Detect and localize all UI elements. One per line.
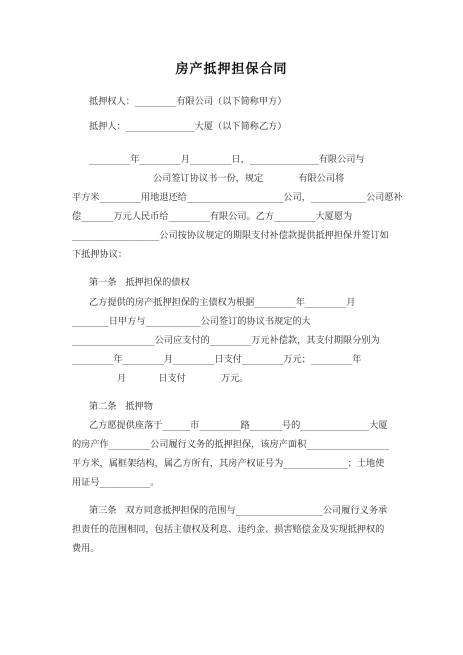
article3-line: 第三条 双方同意抵押担保的范围与___________________公司履行义务承 bbox=[89, 505, 388, 516]
preamble-line: _________年_________月_________日，_______________有限公司与 bbox=[89, 154, 365, 165]
article1-heading: 第一条 抵押担保的债权 bbox=[89, 277, 190, 288]
mortgagor-line: 抵押人：_______________大厦（以下简称乙方） bbox=[89, 121, 287, 132]
preamble-line: ___________________公司按协议规定的期限支付补偿款提供抵押担保并签订如 bbox=[72, 230, 389, 241]
article1-line: ________日甲方与____________公司签订的协议书规定的大 bbox=[72, 316, 311, 327]
article1-line: __________________公司应支付的_________万元补偿款，其支付期限分别为 bbox=[72, 335, 380, 346]
preamble-line: 下抵押协议： bbox=[72, 249, 128, 260]
article2-line: 平方米，属框架结构，属乙方所有，其房产权证号为______________；土地使 bbox=[72, 458, 385, 469]
article1-line: 乙方提供的房产抵押担保的主债权为根据_________年_________月 bbox=[89, 297, 356, 308]
article2-line: 乙方愿提供座落于______市_________路_______号的_______________大厦 bbox=[89, 420, 388, 431]
preamble-line: 偿_______万元人民币给_________有限公司。乙方_________大厦愿为 bbox=[72, 211, 353, 222]
article3-line: 费用。 bbox=[72, 543, 100, 554]
article1-line: 月 日支付 万元。 bbox=[117, 373, 249, 384]
article2-line: 的房产作_________公司履行义务的抵押担保，该房产面积__________________ bbox=[72, 439, 389, 450]
article2-line: 用证号___________。 bbox=[72, 477, 160, 488]
preamble-line: 平方米_________用地退还给_____________________公司，____________公司愿补 bbox=[72, 192, 403, 203]
document-title: 房产抵押担保合同 bbox=[175, 62, 288, 77]
preamble-line: 公司签订协议书一份，规定 有限公司将 bbox=[153, 173, 345, 184]
article1-line: _________年_________月_________日支付_________万元；_________年 bbox=[72, 354, 362, 365]
article2-heading: 第二条 抵押物 bbox=[89, 401, 153, 412]
article3-line: 担责任的范围相同，包括主债权及利息、违约金、损害赔偿金及实现抵押权的 bbox=[72, 524, 385, 535]
mortgagee-line: 抵押权人：_________有限公司（以下简称甲方） bbox=[89, 96, 287, 107]
